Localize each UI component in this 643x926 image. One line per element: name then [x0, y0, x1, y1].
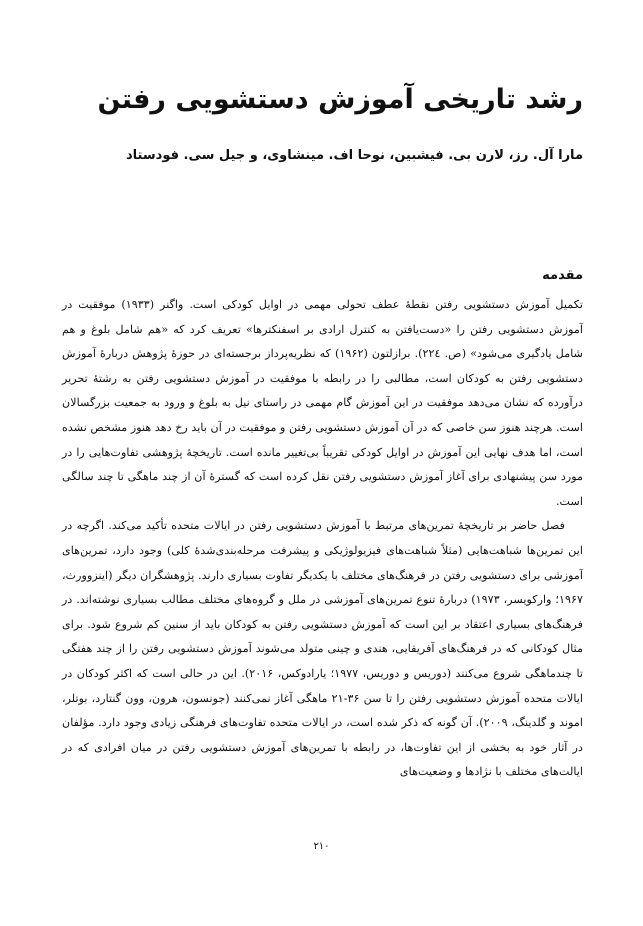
paragraph-1: تکمیل آموزش دستشویی رفتن نقطهٔ عطف تحولی مهمی در اوایل کودکی است. واگنر (۱۹۳۳) موفقیت در آموزش دستشویی رفتن را «دست‌یافتن به کنترل ارادی بر اسفنکترها» تعریف کرد که «هم شامل بلوغ و هم شامل یادگیری می‌شود» (ص. ۲۲٤). برازلتون (۱۹۶۲) که نظریه‌پرداز برجسته‌ای در حوزهٔ پژوهش دربارهٔ آموزش دستشویی رفتن به کودکان است، مطالبی را در رابطه با موفقیت در آموزش دستشویی رفتن به رشتهٔ تحریر درآورده که نشان می‌دهد موفقیت در این آموزش گام مهمی در راستای نیل به بلوغ و ورود به جمعیت بزرگسالان است. هرچند هنوز سن خاصی که در آن آموزش دستشویی رفتن و موفقیت در آن باید رخ دهد هنوز مشخص نشده است، اما هدف نهایی این آموزش در اوایل کودکی تقریباً بی‌تغییر مانده است. تاریخچهٔ پژوهشی تفاوت‌هایی را در مورد سن پیشنهادی برای آغاز آموزش دستشویی رفتن نقل کرده است که گسترهٔ آن از چند ماهگی تا چند سالگی است.: [62, 298, 583, 508]
paragraph-2: فصل حاضر بر تاریخچهٔ تمرین‌های مرتبط با آموزش دستشویی رفتن در ایالات متحده تأکید می‌کند. اگرچه در این تمرین‌ها شباهت‌هایی (مثلاً شباهت‌های فیزیولوژیکی و پیشرفت مرحله‌بندی‌شدهٔ کلی) وجود دارد، تمرین‌های آموزشی برای دستشویی رفتن در فرهنگ‌های مختلف با یکدیگر تفاوت بسیاری دارند. پژوهشگران دیگر (اینزوورث، ۱۹۶۷؛ وارکویسر، ۱۹۷۳) دربارهٔ تنوع تمرین‌های آموزشی در ملل و گروه‌های مختلف مطالب بسیاری نوشته‌اند. در فرهنگ‌های بسیاری اعتقاد بر این است که آموزش دستشویی رفتن به کودکان باید از سنین کم شروع شود. برای مثال کودکانی که در فرهنگ‌های آفریقایی، هندی و چینی متولد می‌شوند آموزش دستشویی رفتن را از چند هفتگی تا چندماهگی شروع می‌کنند (دوریس و دوریس، ۱۹۷۷؛ یارادوکس، ۲۰۱۶). این در حالی است که اکثر کودکان در ایالات متحده آموزش دستشویی رفتن را تا سن ۳۶-۲۱ ماهگی آغاز نمی‌کنند (جونسون، هرون، وون گنتارد، بوتلر، اموند و گلدینگ، ۲۰۰۹). آن گونه که ذکر شده است، در ایالات متحده تفاوت‌های فرهنگی زیادی وجود دارد. مؤلفان در آثار خود به بخشی از این تفاوت‌ها، در رابطه با تمرین‌های آموزش دستشویی رفتن در میان افرادی که در ایالت‌های مختلف با نژادها و وضعیت‌های: [62, 519, 583, 779]
body-text: [62, 293, 583, 785]
chapter-title: رشد تاریخی آموزش دستشویی رفتن: [97, 84, 583, 115]
chapter-authors: مارا آل. رز، لارن بی. فیشبین، نوحا اف. مینشاوی، و جیل سی. فودستاد: [126, 148, 583, 163]
section-heading-introduction: مقدمه: [542, 268, 583, 283]
page-number: ۲۱۰: [313, 841, 330, 852]
